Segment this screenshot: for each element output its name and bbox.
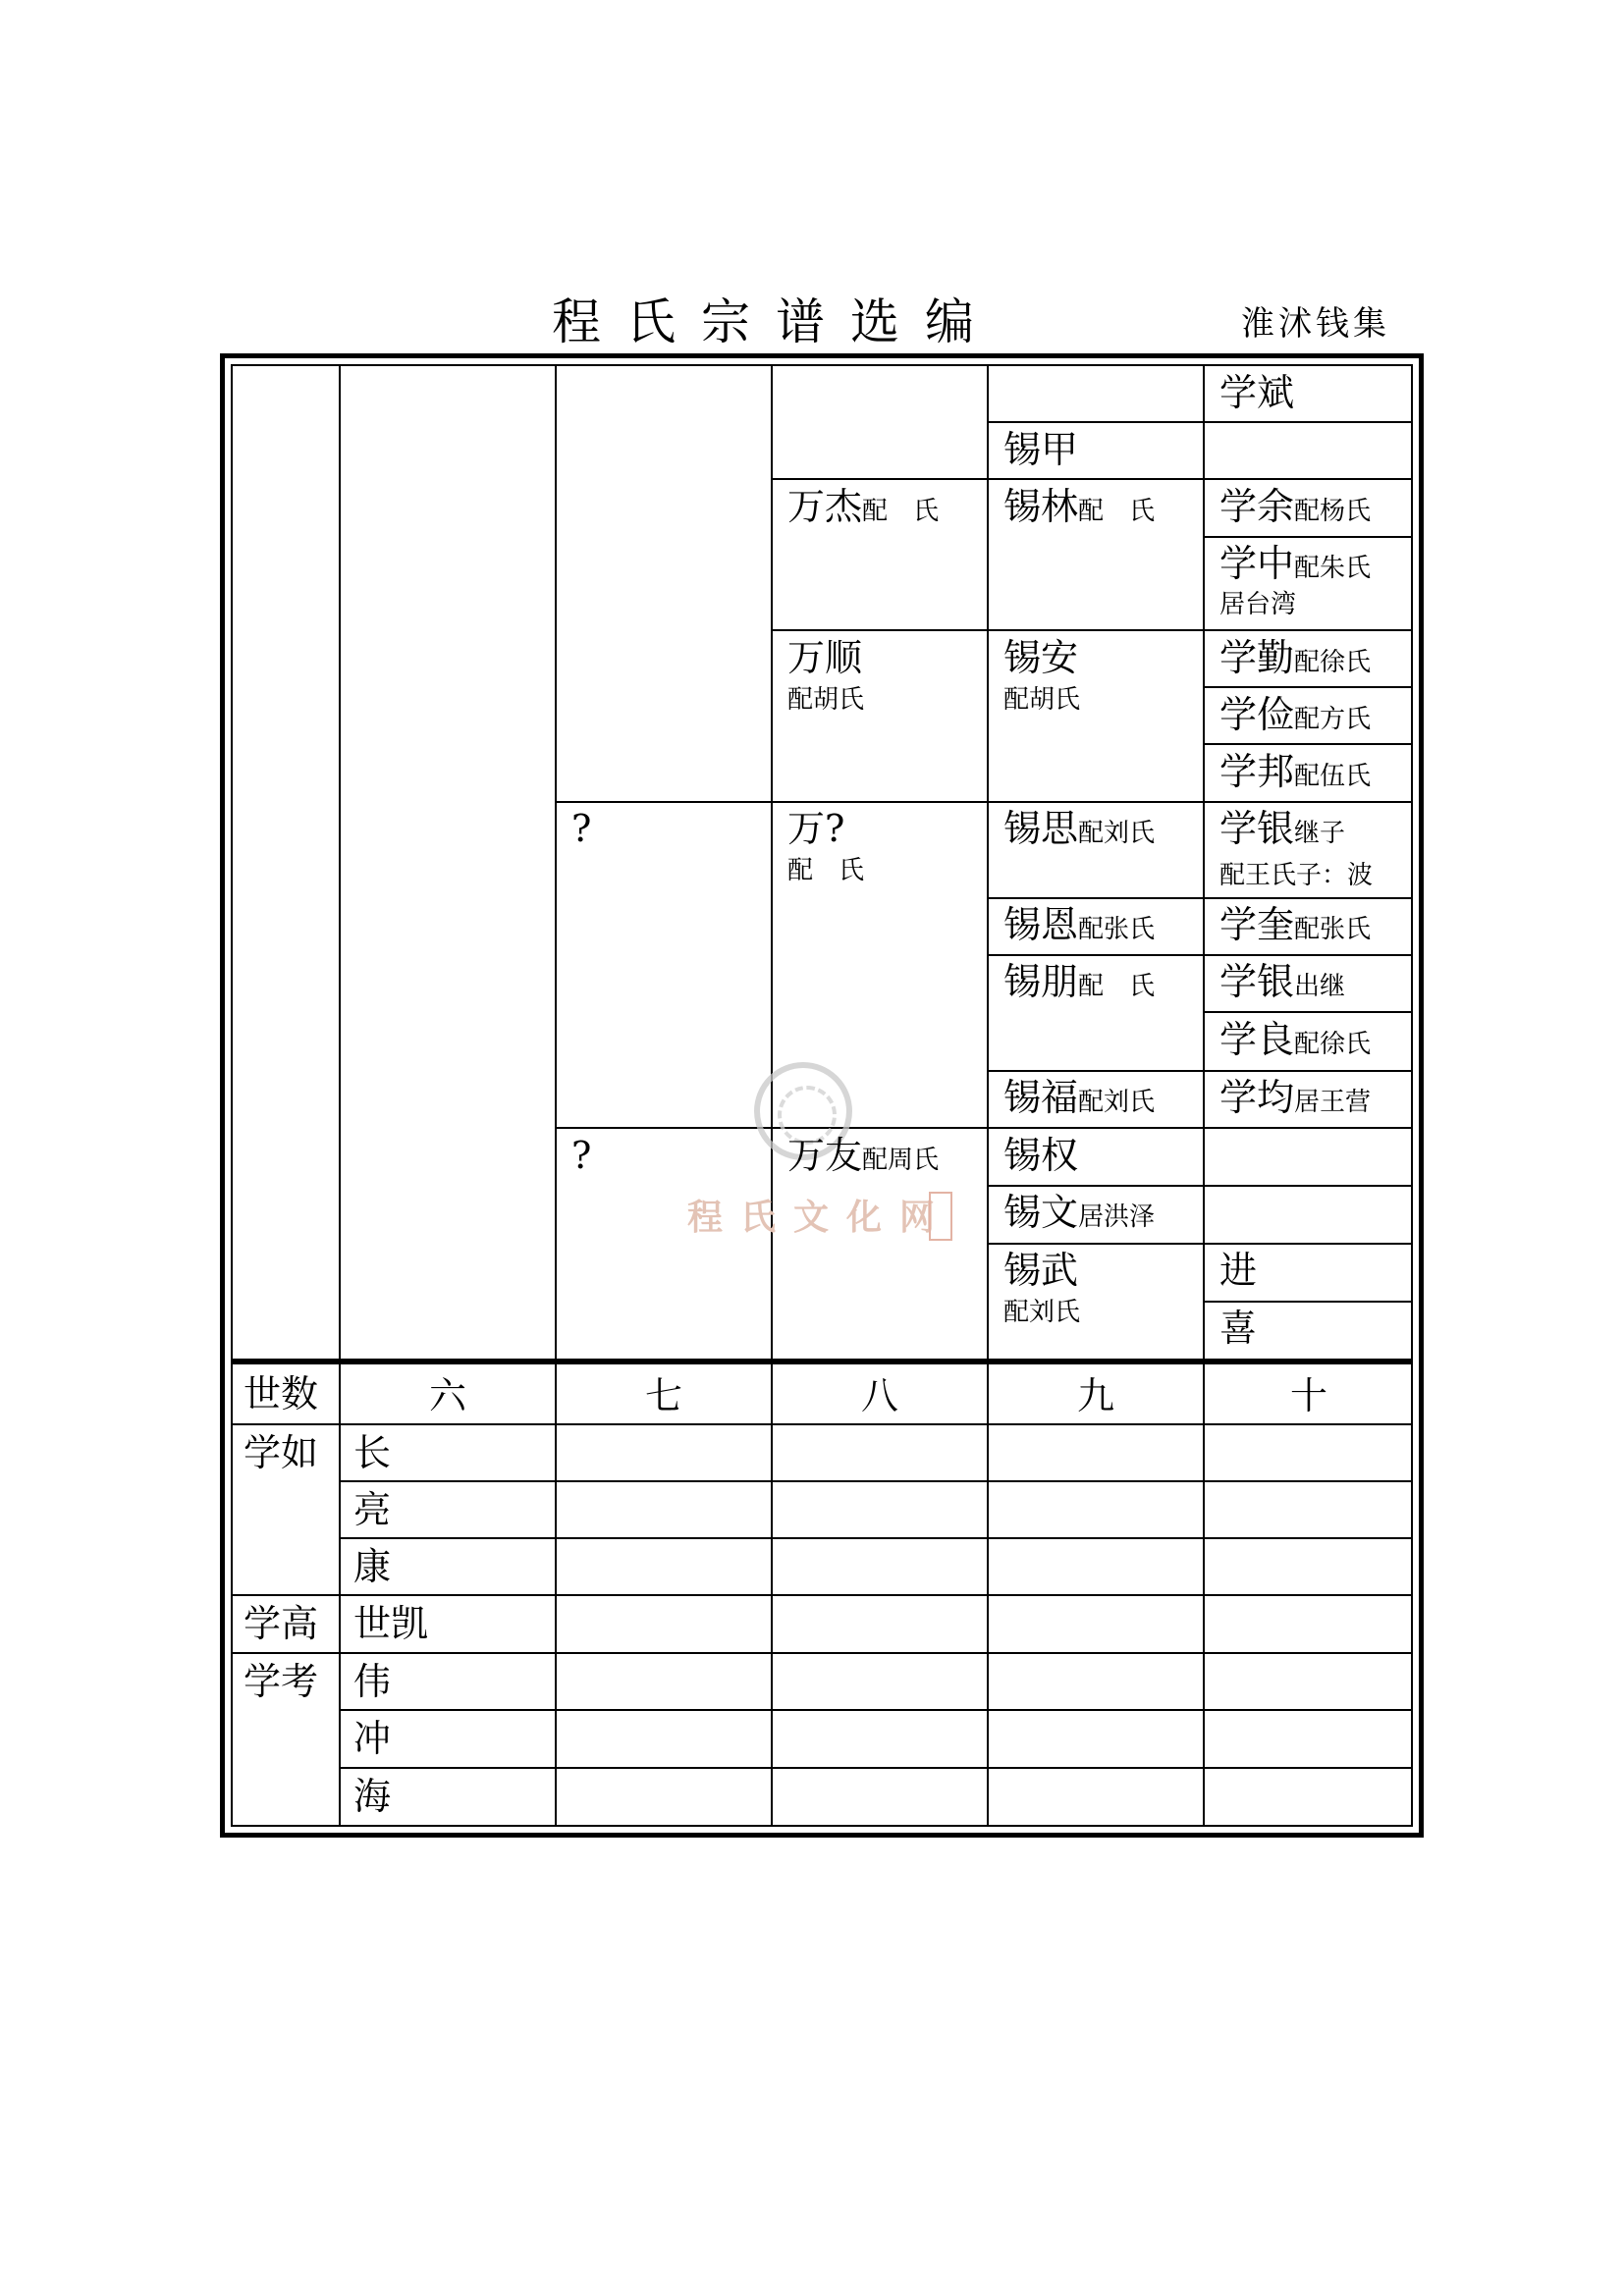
entry-xijia: 锡甲 xyxy=(1003,428,1079,471)
child-name: 康 xyxy=(353,1545,392,1588)
entry-xueyin-out: 学银出继 xyxy=(1219,960,1346,1003)
entry-xuejun: 学均居王营 xyxy=(1219,1076,1372,1119)
child-name: 冲 xyxy=(353,1717,392,1760)
entry-xueliang: 学良配徐氏 xyxy=(1219,1018,1372,1061)
entry-wan-unknown: 万? 配 氏 xyxy=(787,807,865,885)
entry-xuezhong: 学中配朱氏 居台湾 xyxy=(1219,542,1372,619)
page-title: 程氏宗谱选编 xyxy=(552,294,1000,350)
parent-label: 学如 xyxy=(244,1431,319,1474)
entry-xipeng: 锡朋配 氏 xyxy=(1003,960,1156,1003)
entry-xifu: 锡福配刘氏 xyxy=(1003,1076,1156,1119)
child-name: 伟 xyxy=(353,1660,392,1703)
entry-wanyou: 万友配周氏 xyxy=(787,1134,940,1177)
entry-xuekui: 学奎配张氏 xyxy=(1219,903,1372,946)
entry-xiwu: 锡武 配刘氏 xyxy=(1003,1249,1081,1327)
child-name: 世凯 xyxy=(353,1602,429,1645)
child-name: 亮 xyxy=(353,1488,392,1531)
entry-xilin: 锡林配 氏 xyxy=(1003,485,1156,528)
entry-xiwen: 锡文居洪泽 xyxy=(1003,1191,1156,1234)
parent-label: 学考 xyxy=(244,1660,319,1703)
entry-jin: 进 xyxy=(1219,1249,1258,1292)
generation-label: 世数 xyxy=(244,1372,319,1415)
entry-xiquan: 锡权 xyxy=(1003,1134,1079,1177)
generation-9: 九 xyxy=(1076,1374,1114,1417)
entry-xueyin-adopted: 学银继子 配王氏子：波 xyxy=(1219,807,1374,890)
watermark-text: 程氏文化网 xyxy=(687,1197,953,1238)
entry-wanjie: 万杰配 氏 xyxy=(787,485,940,528)
entry-xisi: 锡思配刘氏 xyxy=(1003,807,1156,850)
entry-xien: 锡恩配张氏 xyxy=(1003,903,1156,946)
child-name: 长 xyxy=(353,1431,392,1474)
place-label: 淮沭钱集 xyxy=(1241,304,1390,344)
entry-xuebin: 学斌 xyxy=(1219,371,1295,414)
entry-xian: 锡安 配胡氏 xyxy=(1003,636,1081,715)
generation-8: 八 xyxy=(860,1374,898,1417)
entry-wanshun: 万顺 配胡氏 xyxy=(787,636,865,715)
generation-10: 十 xyxy=(1289,1374,1327,1417)
entry-xuebang: 学邦配伍氏 xyxy=(1219,750,1372,793)
watermark-stamp-icon xyxy=(929,1192,952,1241)
entry-unknown-2: ? xyxy=(571,1134,592,1177)
parent-label: 学高 xyxy=(244,1602,319,1645)
entry-xi: 喜 xyxy=(1219,1307,1258,1350)
child-name: 海 xyxy=(353,1775,392,1818)
entry-xueyu: 学余配杨氏 xyxy=(1219,485,1372,528)
entry-xueqin: 学勤配徐氏 xyxy=(1219,636,1372,679)
generation-6: 六 xyxy=(428,1374,466,1417)
entry-unknown-1: ? xyxy=(571,807,592,850)
generation-7: 七 xyxy=(644,1374,682,1417)
entry-xuejian: 学俭配方氏 xyxy=(1219,693,1372,736)
